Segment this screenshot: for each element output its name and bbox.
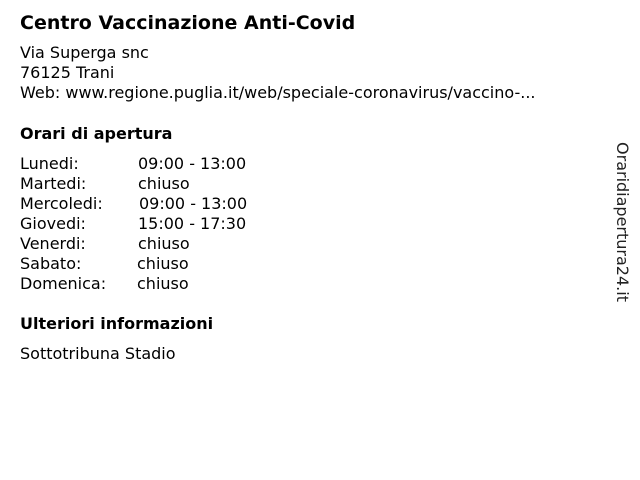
day-label: Mercoledi:	[20, 194, 103, 213]
day-hours: 09:00 - 13:00	[138, 154, 247, 173]
site-watermark: Oraridiapertura24.it	[613, 142, 632, 302]
day-hours: 15:00 - 17:30	[138, 214, 247, 233]
day-hours: chiuso	[138, 234, 190, 253]
address-city: 76125 Trani	[20, 63, 115, 82]
day-label: Martedi:	[20, 174, 87, 193]
day-hours: chiuso	[137, 254, 189, 273]
day-label: Venerdi:	[20, 234, 86, 253]
opening-hours-heading: Orari di apertura	[20, 124, 173, 143]
day-hours: chiuso	[138, 174, 190, 193]
day-label: Sabato:	[20, 254, 82, 273]
day-label: Giovedi:	[20, 214, 86, 233]
more-info-text: Sottotribuna Stadio	[20, 344, 176, 363]
day-hours: 09:00 - 13:00	[139, 194, 248, 213]
day-label: Lunedi:	[20, 154, 79, 173]
website-link[interactable]: Web: www.regione.puglia.it/web/speciale-coronavirus/vaccino-...	[20, 83, 536, 102]
more-info-heading: Ulteriori informazioni	[20, 314, 214, 333]
day-label: Domenica:	[20, 274, 107, 293]
address-street: Via Superga snc	[20, 43, 149, 62]
day-hours: chiuso	[137, 274, 189, 293]
page-title: Centro Vaccinazione Anti-Covid	[20, 12, 356, 34]
